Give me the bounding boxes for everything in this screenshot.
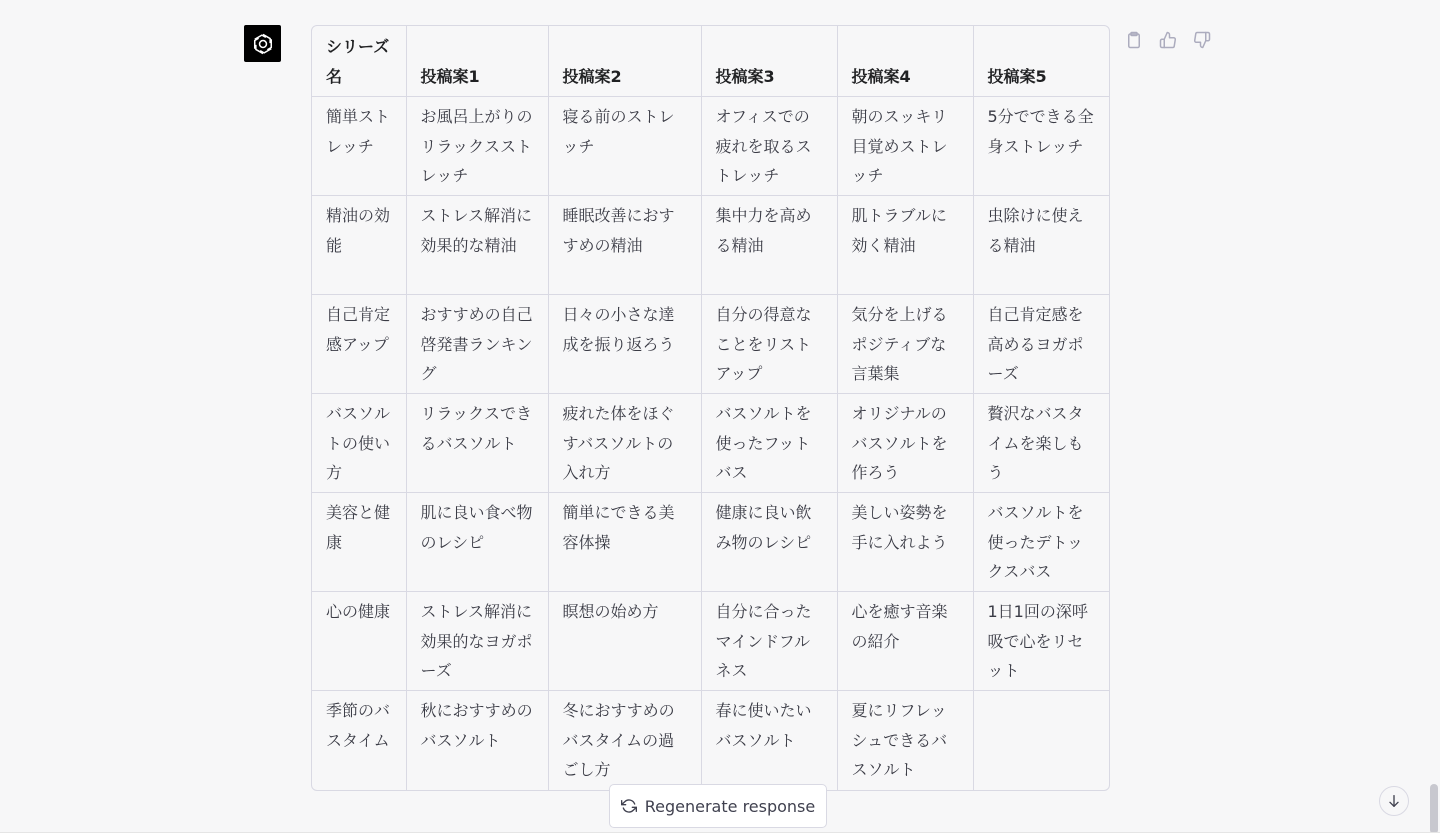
scroll-to-bottom-button[interactable] [1379, 786, 1409, 816]
table-cell: 肌に良い食べ物のレシピ [406, 493, 548, 592]
table-cell [973, 691, 1109, 790]
table-cell: 瞑想の始め方 [548, 592, 701, 691]
table-cell: ストレス解消に効果的な精油 [406, 196, 548, 295]
table-row [312, 493, 1109, 592]
copy-button[interactable] [1122, 28, 1146, 52]
table-cell: 5分でできる全身ストレッチ [973, 97, 1109, 196]
table-cell: 寝る前のストレッチ [548, 97, 701, 196]
like-button[interactable] [1156, 28, 1180, 52]
message-actions [1122, 28, 1214, 52]
thumbs-down-icon [1193, 31, 1211, 49]
table-cell: 心の健康 [312, 592, 406, 691]
header-post-4: 投稿案4 [837, 26, 973, 97]
arrow-down-icon [1386, 793, 1402, 809]
clipboard-icon [1125, 31, 1143, 49]
table-cell: 朝のスッキリ目覚めストレッチ [837, 97, 973, 196]
table-row [312, 295, 1109, 394]
table-cell: オフィスでの疲れを取るストレッチ [701, 97, 837, 196]
table-cell: リラックスできるバスソルト [406, 394, 548, 493]
table-cell: 美容と健康 [312, 493, 406, 592]
table-cell: 季節のバスタイム [312, 691, 406, 790]
header-post-3: 投稿案3 [701, 26, 837, 97]
table-cell: おすすめの自己啓発書ランキング [406, 295, 548, 394]
refresh-icon [621, 798, 637, 814]
series-table [312, 26, 1109, 790]
table-row [312, 196, 1109, 295]
table-cell: 簡単ストレッチ [312, 97, 406, 196]
header-series-name: シリーズ名 [312, 26, 406, 97]
table-row [312, 97, 1109, 196]
thumbs-up-icon [1159, 31, 1177, 49]
table-cell: 虫除けに使える精油 [973, 196, 1109, 295]
table-cell: 自分に合ったマインドフルネス [701, 592, 837, 691]
table-cell: 心を癒す音楽の紹介 [837, 592, 973, 691]
series-table-container [311, 25, 1110, 791]
table-row [312, 394, 1109, 493]
table-cell: 気分を上げるポジティブな言葉集 [837, 295, 973, 394]
table-cell: 自分の得意なことをリストアップ [701, 295, 837, 394]
openai-logo-icon [250, 31, 276, 57]
table-cell: バスソルトを使ったフットバス [701, 394, 837, 493]
input-area-edge [0, 832, 1440, 838]
table-cell: 健康に良い飲み物のレシピ [701, 493, 837, 592]
assistant-avatar [244, 25, 281, 62]
header-post-5: 投稿案5 [973, 26, 1109, 97]
header-post-1: 投稿案1 [406, 26, 548, 97]
table-cell: オリジナルのバスソルトを作ろう [837, 394, 973, 493]
dislike-button[interactable] [1190, 28, 1214, 52]
table-cell: 美しい姿勢を手に入れよう [837, 493, 973, 592]
table-cell: 秋におすすめのバスソルト [406, 691, 548, 790]
table-cell: 冬におすすめのバスタイムの過ごし方 [548, 691, 701, 790]
table-cell: 日々の小さな達成を振り返ろう [548, 295, 701, 394]
table-cell: 簡単にできる美容体操 [548, 493, 701, 592]
table-header-row [312, 26, 1109, 97]
table-cell: 集中力を高める精油 [701, 196, 837, 295]
header-post-2: 投稿案2 [548, 26, 701, 97]
table-cell: 自己肯定感を高めるヨガポーズ [973, 295, 1109, 394]
table-cell: 春に使いたいバスソルト [701, 691, 837, 790]
scrollbar-thumb[interactable] [1430, 784, 1438, 834]
table-row [312, 592, 1109, 691]
table-cell: お風呂上がりのリラックスストレッチ [406, 97, 548, 196]
table-cell: 精油の効能 [312, 196, 406, 295]
table-cell: バスソルトを使ったデトックスバス [973, 493, 1109, 592]
table-cell: 肌トラブルに効く精油 [837, 196, 973, 295]
regenerate-label: Regenerate response [644, 796, 816, 816]
regenerate-response-button[interactable] [609, 784, 827, 828]
table-cell: 1日1回の深呼吸で心をリセット [973, 592, 1109, 691]
table-row [312, 691, 1109, 790]
table-cell: 疲れた体をほぐすバスソルトの入れ方 [548, 394, 701, 493]
table-cell: ストレス解消に効果的なヨガポーズ [406, 592, 548, 691]
table-cell: 自己肯定感アップ [312, 295, 406, 394]
table-cell: バスソルトの使い方 [312, 394, 406, 493]
table-cell: 夏にリフレッシュできるバスソルト [837, 691, 973, 790]
table-cell: 睡眠改善におすすめの精油 [548, 196, 701, 295]
table-cell: 贅沢なバスタイムを楽しもう [973, 394, 1109, 493]
